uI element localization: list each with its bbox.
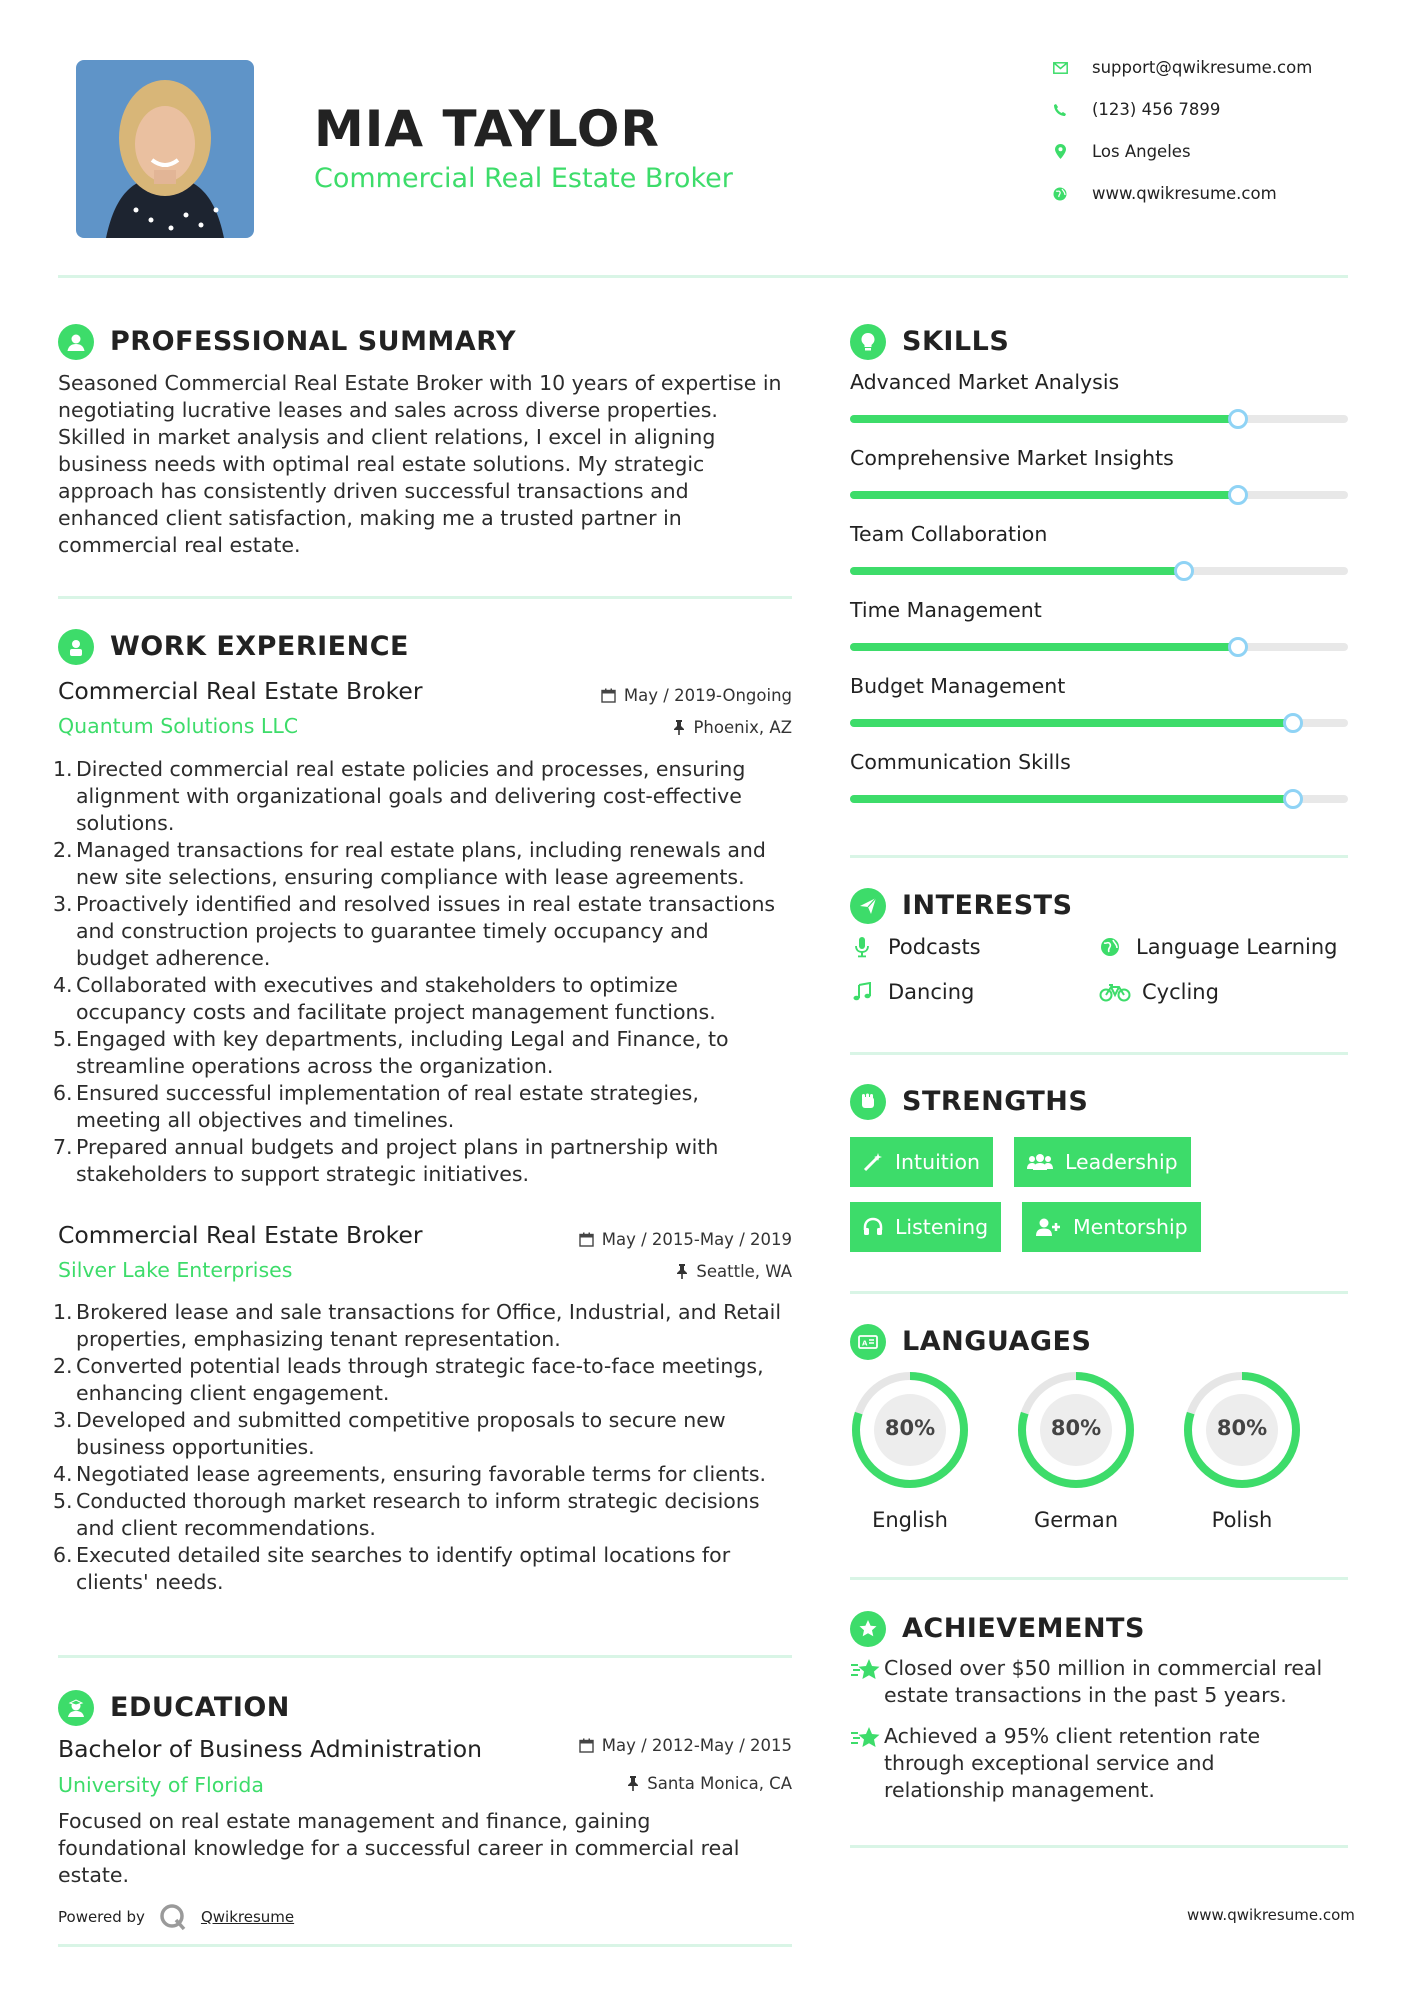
users-icon <box>1027 1152 1053 1172</box>
degree-title: Bachelor of Business Administration <box>58 1735 483 1763</box>
skill-bar-fill <box>850 415 1238 423</box>
duty-line: alignment with organizational goals and delivering cost-effective <box>76 784 742 808</box>
duty-line: properties, emphasizing tenant representation. <box>76 1327 561 1351</box>
duty-line: clients' needs. <box>76 1570 224 1594</box>
duty-item <box>53 1134 808 1188</box>
job-location <box>540 718 792 737</box>
duty-line: Engaged with key departments, including Legal and Finance, to <box>76 1027 729 1051</box>
duty-line: enhancing client engagement. <box>76 1381 390 1405</box>
education-heading: EDUCATION <box>110 1692 290 1723</box>
duty-line: Brokered lease and sale transactions for Office, Industrial, and Retail <box>76 1300 782 1324</box>
calendar-icon <box>579 1232 594 1247</box>
footer-divider <box>58 1944 792 1947</box>
language-percent: 80% <box>1216 1416 1268 1440</box>
svg-text:A: A <box>862 1339 868 1348</box>
strength-label: Intuition <box>895 1150 981 1174</box>
language-label: Polish <box>1211 1508 1273 1532</box>
duty-line: Converted potential leads through strategic face-to-face meetings, <box>76 1354 764 1378</box>
duty-line: Prepared annual budgets and project plans in partnership with <box>76 1135 719 1159</box>
experience-heading: WORK EXPERIENCE <box>110 631 409 662</box>
skill-label: Time Management <box>850 598 1042 622</box>
language-label: German <box>1033 1508 1119 1532</box>
duty-line: Executed detailed site searches to identify optimal locations for <box>76 1543 731 1567</box>
duty-number: 3. <box>53 892 73 916</box>
strengths-divider <box>850 1291 1348 1294</box>
duty-item <box>53 972 808 1026</box>
skill-bar-fill <box>850 795 1293 803</box>
duty-line: new site selections, ensuring compliance with lease agreements. <box>76 865 745 889</box>
languages-divider <box>850 1577 1348 1580</box>
skill-bar-knob <box>1174 561 1194 581</box>
strength-label: Mentorship <box>1073 1215 1188 1239</box>
duty-number: 2. <box>53 1354 73 1378</box>
duty-item <box>53 837 808 891</box>
job-location <box>540 1262 792 1281</box>
header-divider <box>58 275 1348 278</box>
duty-line: and client recommendations. <box>76 1516 376 1540</box>
skill-label: Budget Management <box>850 674 1066 698</box>
duty-line: Proactively identified and resolved issues in real estate transactions <box>76 892 776 916</box>
education-location <box>540 1774 792 1793</box>
microphone-icon <box>850 935 874 959</box>
education-date <box>540 1736 792 1755</box>
school-name: University of Florida <box>58 1773 264 1797</box>
skill-bar-knob <box>1228 409 1248 429</box>
summary-text <box>58 370 798 559</box>
music-note-icon <box>850 980 874 1004</box>
skill-bar <box>850 415 1348 423</box>
candidate-title: Commercial Real Estate Broker <box>314 163 733 194</box>
duty-line: Developed and submitted competitive proposals to secure new <box>76 1408 726 1432</box>
duty-number: 1. <box>53 1300 73 1324</box>
interest-item <box>850 935 981 959</box>
company-name: Quantum Solutions LLC <box>58 714 299 738</box>
duty-number: 4. <box>53 973 73 997</box>
contact-website[interactable] <box>1052 184 1277 203</box>
duty-number: 1. <box>53 757 73 781</box>
envelope-icon <box>1052 60 1068 76</box>
interests-heading: INTERESTS <box>902 890 1073 921</box>
duty-item <box>53 1542 808 1596</box>
interest-label: Cycling <box>1142 980 1219 1004</box>
star-badge-icon <box>850 1611 886 1647</box>
globe-icon <box>1098 935 1122 959</box>
duty-line: Managed transactions for real estate plans, including renewals and <box>76 838 766 862</box>
job-title: Commercial Real Estate Broker <box>58 1221 423 1249</box>
strength-pill <box>1014 1137 1191 1187</box>
experience-divider <box>58 1655 792 1658</box>
language-percent: 80% <box>1050 1416 1102 1440</box>
achievements-divider <box>850 1845 1348 1848</box>
duty-number: 2. <box>53 838 73 862</box>
language-percent: 80% <box>884 1416 936 1440</box>
skill-label: Communication Skills <box>850 750 1071 774</box>
skills-heading: SKILLS <box>902 326 1010 357</box>
powered-by <box>58 1903 294 1931</box>
strength-label: Leadership <box>1065 1150 1178 1174</box>
duty-line: Negotiated lease agreements, ensuring favorable terms for clients. <box>76 1462 767 1486</box>
duty-item <box>53 1461 808 1488</box>
duty-number: 5. <box>53 1489 73 1513</box>
qwikresume-link[interactable]: Qwikresume <box>200 1908 295 1926</box>
skill-bar-fill <box>850 643 1238 651</box>
summary-divider <box>58 596 792 599</box>
job-title: Commercial Real Estate Broker <box>58 677 423 705</box>
phone-icon <box>1052 102 1068 118</box>
duty-number: 4. <box>53 1462 73 1486</box>
contact-website-text: www.qwikresume.com <box>1092 184 1277 203</box>
calendar-icon <box>601 688 616 703</box>
summary-line: Skilled in market analysis and client relations, I excel in aligning <box>58 425 716 449</box>
duty-number: 6. <box>53 1543 73 1567</box>
bicycle-icon <box>1098 980 1132 1004</box>
duty-line: streamline operations across the organization. <box>76 1054 554 1078</box>
skill-bar-fill <box>850 491 1238 499</box>
education-description <box>58 1808 798 1889</box>
summary-line: approach has consistently driven successful transactions and <box>58 479 689 503</box>
duty-line: Directed commercial real estate policies and processes, ensuring <box>76 757 746 781</box>
skill-bar-knob <box>1283 789 1303 809</box>
skill-bar-knob <box>1228 485 1248 505</box>
briefcase-icon <box>58 629 94 665</box>
contact-phone[interactable] <box>1052 100 1220 119</box>
job-date-text: May / 2015-May / 2019 <box>601 1230 792 1249</box>
strengths-heading: STRENGTHS <box>902 1086 1089 1117</box>
duty-number: 6. <box>53 1081 73 1105</box>
achievement-item <box>850 1655 1350 1709</box>
duty-number: 7. <box>53 1135 73 1159</box>
education-date-text: May / 2012-May / 2015 <box>601 1736 792 1755</box>
job-date-text: May / 2019-Ongoing <box>623 686 792 705</box>
duty-item <box>53 1080 808 1134</box>
duty-line: budget adherence. <box>76 946 271 970</box>
calendar-icon <box>579 1738 594 1753</box>
duty-item <box>53 1407 808 1461</box>
skill-bar <box>850 491 1348 499</box>
duty-line: stakeholders to support strategic initiatives. <box>76 1162 530 1186</box>
contact-phone-text: (123) 456 7899 <box>1092 100 1221 119</box>
interest-label: Dancing <box>888 980 975 1004</box>
education-location-text: Santa Monica, CA <box>647 1774 792 1793</box>
strength-pill <box>850 1202 1001 1252</box>
interests-divider <box>850 1052 1348 1055</box>
headphones-icon <box>863 1217 883 1237</box>
job-location-text: Seattle, WA <box>696 1262 792 1281</box>
duty-item <box>53 1026 808 1080</box>
company-name: Silver Lake Enterprises <box>58 1258 293 1282</box>
pushpin-icon <box>627 1776 639 1791</box>
job-location-text: Phoenix, AZ <box>693 718 792 737</box>
duty-item <box>53 1488 808 1542</box>
skill-bar <box>850 567 1348 575</box>
interest-label: Language Learning <box>1136 935 1338 959</box>
achievement-line: Closed over $50 million in commercial real <box>884 1656 1323 1680</box>
summary-heading: PROFESSIONAL SUMMARY <box>110 326 517 357</box>
summary-line: enhanced client satisfaction, making me a trusted partner in <box>58 506 682 530</box>
education-line: estate. <box>58 1863 130 1887</box>
duty-number: 3. <box>53 1408 73 1432</box>
achievement-line: Achieved a 95% client retention rate <box>884 1724 1261 1748</box>
education-line: Focused on real estate management and finance, gaining <box>58 1809 651 1833</box>
strength-pill <box>1022 1202 1201 1252</box>
skill-label: Team Collaboration <box>850 522 1048 546</box>
languages-heading: LANGUAGES <box>902 1326 1092 1357</box>
interest-item <box>850 980 974 1004</box>
achievement-item <box>850 1723 1350 1804</box>
achievement-line: estate transactions in the past 5 years. <box>884 1683 1287 1707</box>
user-icon <box>58 324 94 360</box>
contact-email-text: support@qwikresume.com <box>1092 58 1313 77</box>
job-date <box>540 1230 792 1249</box>
duty-line: Conducted thorough market research to inform strategic decisions <box>76 1489 760 1513</box>
achievements-heading: ACHIEVEMENTS <box>902 1613 1145 1644</box>
skill-label: Comprehensive Market Insights <box>850 446 1174 470</box>
graduation-icon <box>58 1690 94 1726</box>
interest-item <box>1098 980 1219 1004</box>
skill-label: Advanced Market Analysis <box>850 370 1120 394</box>
pushpin-icon <box>676 1264 688 1279</box>
job-duties <box>53 756 808 1188</box>
contact-location <box>1052 142 1191 161</box>
strength-pill <box>850 1137 993 1187</box>
duty-item <box>53 891 808 972</box>
duty-item <box>53 756 808 837</box>
language-label: English <box>872 1508 948 1532</box>
duty-line: Collaborated with executives and stakeholders to optimize <box>76 973 678 997</box>
duty-line: and construction projects to guarantee timely occupancy and <box>76 919 709 943</box>
skill-bar-fill <box>850 719 1293 727</box>
contact-location-text: Los Angeles <box>1092 142 1191 161</box>
skill-bar <box>850 719 1348 727</box>
magic-wand-icon <box>863 1152 883 1172</box>
lightbulb-icon <box>850 324 886 360</box>
duty-line: business opportunities. <box>76 1435 315 1459</box>
pushpin-icon <box>673 720 685 735</box>
job-duties <box>53 1299 808 1596</box>
duty-item <box>53 1353 808 1407</box>
globe-icon <box>1052 186 1068 202</box>
duty-line: meeting all objectives and timelines. <box>76 1108 455 1132</box>
profile-photo <box>76 60 254 238</box>
summary-line: commercial real estate. <box>58 533 301 557</box>
contact-email[interactable] <box>1052 58 1312 77</box>
footer-url[interactable]: www.qwikresume.com <box>1187 1906 1355 1924</box>
skill-bar-fill <box>850 567 1184 575</box>
map-pin-icon <box>1052 144 1068 160</box>
summary-line: business needs with optimal real estate solutions. My strategic <box>58 452 705 476</box>
candidate-name: MIA TAYLOR <box>314 100 660 158</box>
user-plus-icon <box>1035 1217 1061 1237</box>
star-icon <box>850 1725 884 1804</box>
summary-line: Seasoned Commercial Real Estate Broker with 10 years of expertise in <box>58 371 782 395</box>
skill-bar-knob <box>1228 637 1248 657</box>
language-card-icon <box>850 1324 886 1360</box>
duty-item <box>53 1299 808 1353</box>
achievement-line: relationship management. <box>884 1778 1155 1802</box>
qwikresume-logo-icon <box>159 1903 187 1931</box>
duty-line: Ensured successful implementation of real estate strategies, <box>76 1081 699 1105</box>
interest-label: Podcasts <box>888 935 981 959</box>
paper-plane-icon <box>850 888 886 924</box>
fist-icon <box>850 1084 886 1120</box>
skill-bar <box>850 795 1348 803</box>
duty-number: 5. <box>53 1027 73 1051</box>
job-date <box>540 686 792 705</box>
skill-bar-knob <box>1283 713 1303 733</box>
star-icon <box>850 1657 884 1709</box>
education-line: foundational knowledge for a successful career in commercial real <box>58 1836 740 1860</box>
achievement-line: through exceptional service and <box>884 1751 1215 1775</box>
summary-line: negotiating lucrative leases and sales across diverse properties. <box>58 398 718 422</box>
duty-line: solutions. <box>76 811 175 835</box>
skills-divider <box>850 855 1348 858</box>
powered-by-label: Powered by <box>58 1908 145 1926</box>
duty-line: occupancy costs and facilitate project management functions. <box>76 1000 716 1024</box>
strength-label: Listening <box>895 1215 989 1239</box>
interest-item <box>1098 935 1337 959</box>
skill-bar <box>850 643 1348 651</box>
